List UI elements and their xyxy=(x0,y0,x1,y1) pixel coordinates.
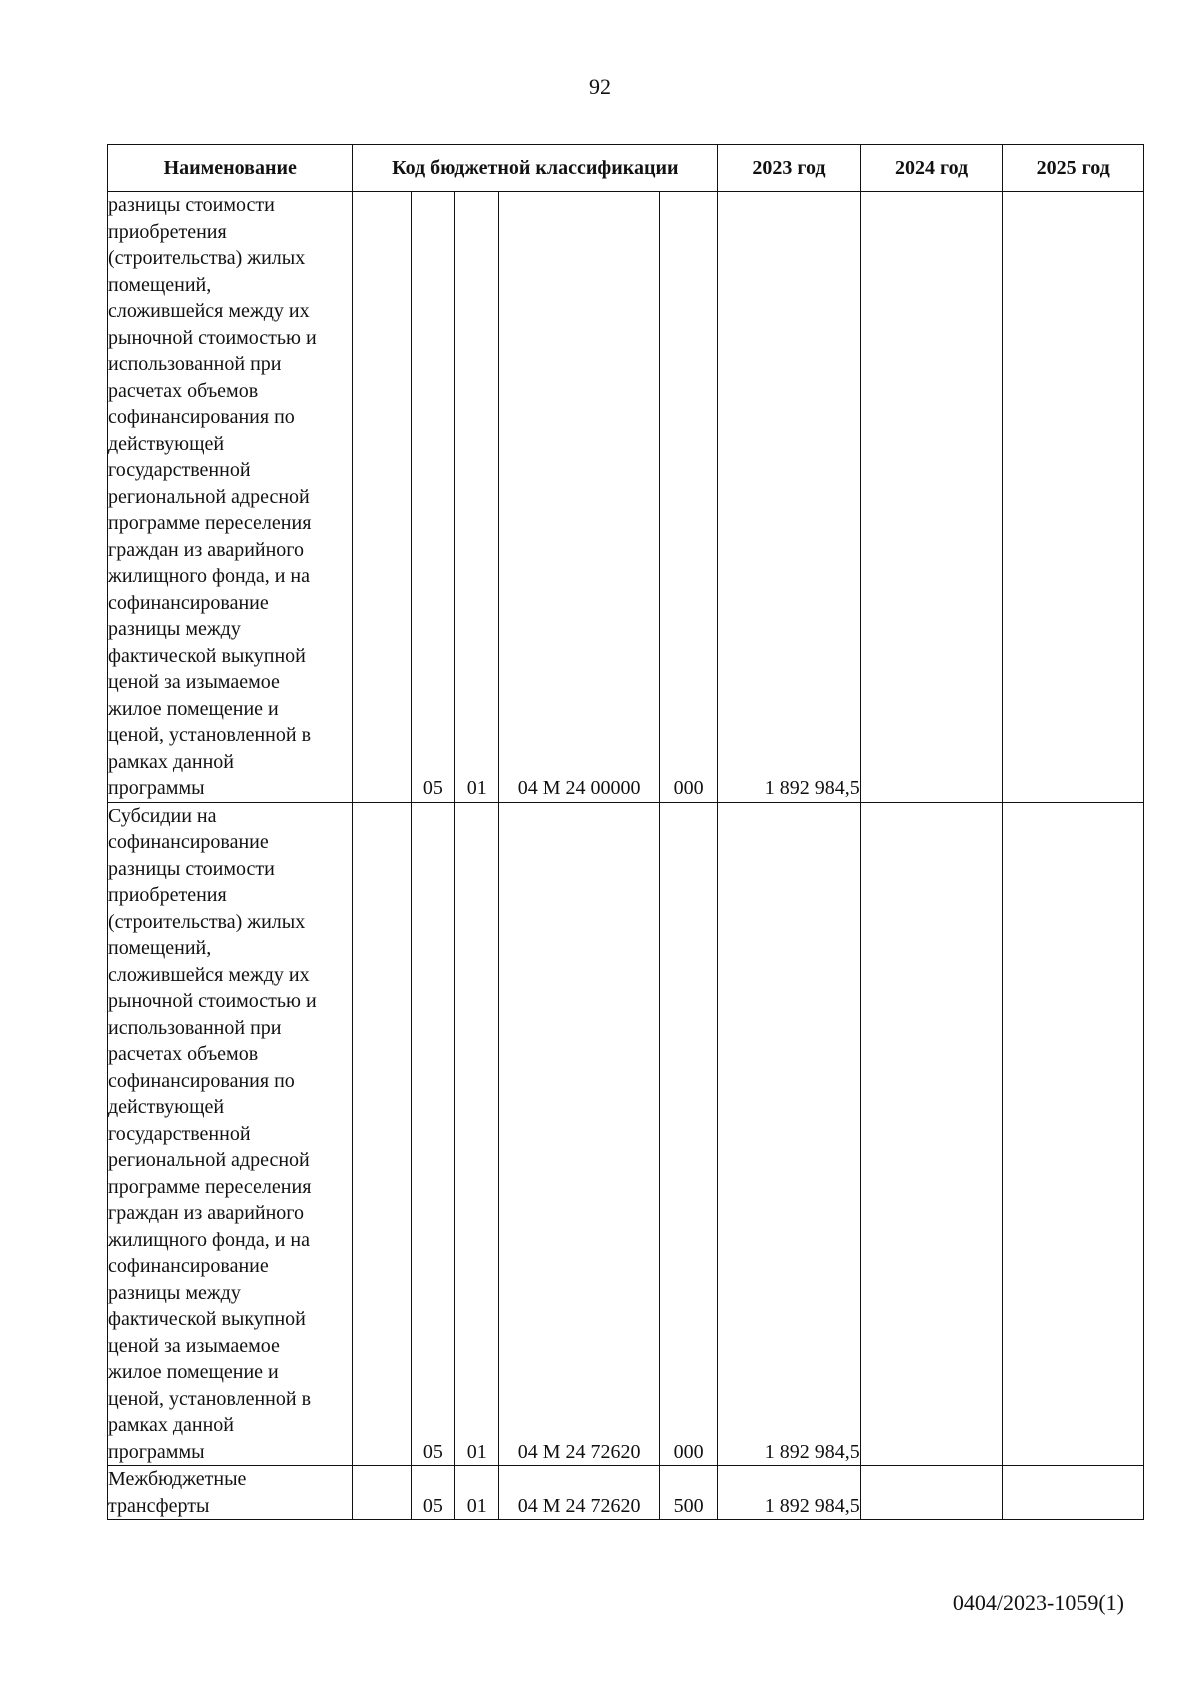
row-name-line: ценой, установленной в xyxy=(108,724,312,746)
row-amount-2024 xyxy=(860,192,1003,803)
table-body xyxy=(108,192,1144,1520)
row-name-line: сложившейся между их xyxy=(108,963,310,986)
row-subsection: 01 xyxy=(455,1466,499,1520)
row-name-line: разницы между xyxy=(108,618,241,640)
row-name-line: помещений, xyxy=(108,937,212,959)
row-section: 05 xyxy=(411,1466,455,1520)
row-amount-2024 xyxy=(860,1466,1003,1520)
row-name-line: софинансирования по xyxy=(108,406,295,428)
row-name-line: Субсидии на xyxy=(108,804,217,827)
row-name-line: рыночной стоимостью и xyxy=(108,326,317,349)
row-name-line: трансферты xyxy=(108,1494,210,1517)
row-name-line: софинансирование xyxy=(108,591,269,614)
header-code: Код бюджетной классификации xyxy=(353,145,718,192)
row-name-line: программы xyxy=(108,1440,205,1463)
row-name-line: региональной адресной xyxy=(108,1149,310,1171)
row-name-line: сложившейся между их xyxy=(108,300,310,322)
row-name-line: расчетах объемов xyxy=(108,1043,259,1065)
row-name-line: ценой, установленной в xyxy=(108,1387,312,1410)
row-expense-type: 000 xyxy=(660,192,718,803)
budget-table xyxy=(107,144,1144,1520)
row-name xyxy=(108,802,353,1466)
row-name-line: государственной xyxy=(108,459,251,481)
row-code-ministry xyxy=(353,802,411,1466)
row-name-line: использованной при xyxy=(108,1016,282,1039)
row-name-line: расчетах объемов xyxy=(108,379,259,402)
table-row xyxy=(108,192,1144,803)
row-name-line: жилое помещение и xyxy=(108,697,279,720)
row-name-line: софинансирование xyxy=(108,831,269,853)
row-amount-2025 xyxy=(1003,802,1144,1466)
header-name: Наименование xyxy=(108,145,353,192)
row-name-line: приобретения xyxy=(108,220,227,243)
table-row xyxy=(108,802,1144,1466)
row-amount-2025 xyxy=(1003,1466,1144,1520)
row-name-line: рыночной стоимостью и xyxy=(108,990,317,1012)
row-name-line: ценой за изымаемое xyxy=(108,671,280,693)
header-2023: 2023 год xyxy=(718,145,861,192)
row-section: 05 xyxy=(411,192,455,803)
row-name-line: жилое помещение и xyxy=(108,1361,279,1383)
row-name-line: софинансирования по xyxy=(108,1069,295,1092)
row-target-article: 04 М 24 72620 xyxy=(499,802,660,1466)
row-code-ministry xyxy=(353,1466,411,1520)
row-subsection: 01 xyxy=(455,192,499,803)
header-2024: 2024 год xyxy=(860,145,1003,192)
row-amount-2023: 1 892 984,5 xyxy=(718,802,861,1466)
row-amount-2023: 1 892 984,5 xyxy=(718,192,861,803)
row-name-line: помещений, xyxy=(108,273,212,296)
table-row xyxy=(108,1466,1144,1520)
row-name-line: граждан из аварийного xyxy=(108,1202,305,1224)
row-name-line: граждан из аварийного xyxy=(108,538,305,561)
row-name-line: Межбюджетные xyxy=(108,1468,247,1490)
row-name-line: программе переселения xyxy=(108,512,312,534)
row-name-line: жилищного фонда, и на xyxy=(108,1228,311,1251)
row-name-line: рамках данной xyxy=(108,750,234,773)
row-name-line: региональной адресной xyxy=(108,485,310,508)
row-name-line: (строительства) жилых xyxy=(108,910,306,933)
row-target-article: 04 М 24 72620 xyxy=(499,1466,660,1520)
row-name-line: фактической выкупной xyxy=(108,1308,306,1330)
row-subsection: 01 xyxy=(455,802,499,1466)
page-number: 92 xyxy=(589,74,611,99)
row-code-ministry xyxy=(353,192,411,803)
row-name-line: приобретения xyxy=(108,884,227,906)
row-name-line: жилищного фонда, и на xyxy=(108,565,311,587)
row-name-line: программе переселения xyxy=(108,1175,312,1198)
row-name-line: разницы между xyxy=(108,1281,241,1304)
row-amount-2025 xyxy=(1003,192,1144,803)
row-name xyxy=(108,192,353,803)
row-name-line: программы xyxy=(108,777,205,799)
row-name-line: государственной xyxy=(108,1122,251,1145)
row-section: 05 xyxy=(411,802,455,1466)
row-target-article: 04 М 24 00000 xyxy=(499,192,660,803)
row-name-line: действующей xyxy=(108,432,225,455)
row-name-line: разницы стоимости xyxy=(108,194,275,216)
row-name-line: софинансирование xyxy=(108,1255,269,1277)
row-name xyxy=(108,1466,353,1520)
row-amount-2024 xyxy=(860,802,1003,1466)
table-header-row xyxy=(108,145,1144,192)
row-name-line: (строительства) жилых xyxy=(108,247,306,269)
row-name-line: ценой за изымаемое xyxy=(108,1334,280,1357)
row-name-line: использованной при xyxy=(108,353,282,375)
header-2025: 2025 год xyxy=(1003,145,1144,192)
row-expense-type: 500 xyxy=(660,1466,718,1520)
row-name-line: рамках данной xyxy=(108,1414,234,1436)
row-name-line: фактической выкупной xyxy=(108,644,306,667)
document-number: 0404/2023-1059(1) xyxy=(952,1590,1124,1615)
row-name-line: действующей xyxy=(108,1096,225,1118)
row-amount-2023: 1 892 984,5 xyxy=(718,1466,861,1520)
row-expense-type: 000 xyxy=(660,802,718,1466)
row-name-line: разницы стоимости xyxy=(108,857,275,880)
